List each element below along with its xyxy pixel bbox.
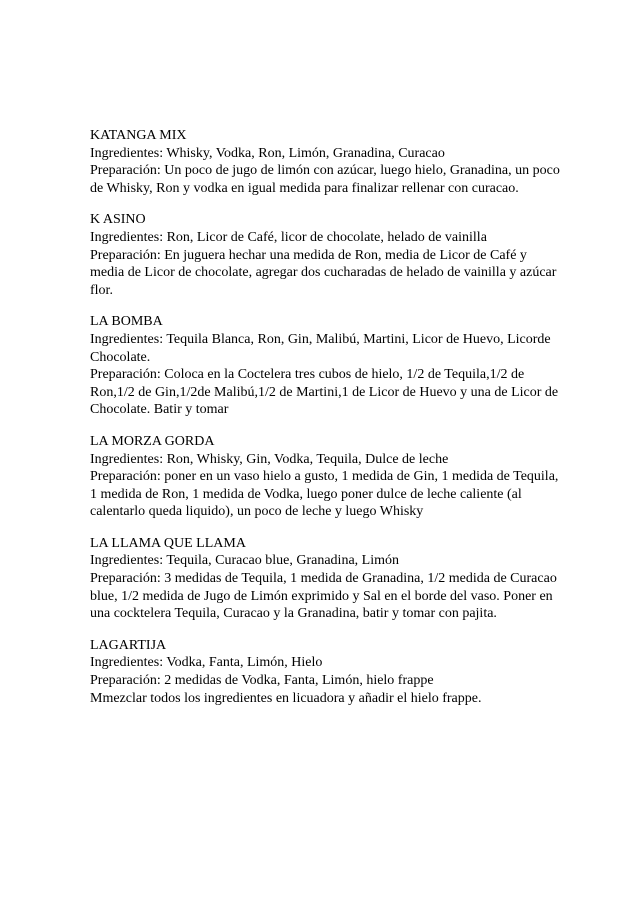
recipe-preparation: Preparación: Coloca en la Coctelera tres cubos de hielo, 1/2 de Tequila,1/2 de Ron,1/2 de Gin,1/2de Malibú,1/2 de Martini,1 de Licor de Huevo y una de Licor de Chocolate. Batir y tomar (90, 367, 559, 418)
recipe-title: KATANGA MIX (90, 128, 187, 143)
recipe-la-morza-gorda (90, 433, 560, 521)
recipe-ingredients: Ingredientes: Tequila, Curacao blue, Granadina, Limón (90, 553, 399, 569)
recipe-ingredients: Ingredientes: Vodka, Fanta, Limón, Hielo (90, 655, 323, 671)
recipe-lagartija (90, 637, 560, 707)
recipe-preparation: Preparación: poner en un vaso hielo a gusto, 1 medida de Gin, 1 medida de Tequila, 1 medida de Ron, 1 medida de Vodka, luego poner dulce de leche caliente (al calentarlo queda liquido), un poco de leche y luego Whisky (90, 469, 559, 520)
recipe-preparation: Preparación: 3 medidas de Tequila, 1 medida de Granadina, 1/2 medida de Curacao blue, 1/2 medida de Jugo de Limón exprimido y Sal en el borde del vaso. Poner en una cocktelera Tequila, Curacao y la Granadina, batir y tomar con pajita. (90, 571, 557, 622)
recipe-ingredients: Ingredientes: Whisky, Vodka, Ron, Limón, Granadina, Curacao (90, 145, 445, 161)
recipe-title: LA MORZA GORDA (90, 433, 215, 449)
recipe-ingredients: Ingredientes: Ron, Whisky, Gin, Vodka, Tequila, Dulce de leche (90, 451, 449, 467)
recipe-preparation: Preparación: En juguera hechar una medida de Ron, media de Licor de Café y media de Licor de chocolate, agregar dos cucharadas de helado de vainilla y azúcar flor. (90, 247, 557, 298)
recipe-la-bomba (90, 313, 560, 419)
recipe-k-asino (90, 211, 560, 299)
recipe-title: LA BOMBA (90, 314, 163, 330)
recipe-katanga-mix (90, 127, 560, 197)
recipe-title: LA LLAMA QUE LLAMA (90, 535, 246, 551)
recipe-ingredients: Ingredientes: Tequila Blanca, Ron, Gin, Malibú, Martini, Licor de Huevo, Licorde Chocolate. (90, 331, 551, 365)
recipe-title: K ASINO (90, 212, 146, 228)
recipe-la-llama-que-llama (90, 535, 560, 623)
recipe-title: LAGARTIJA (90, 637, 167, 653)
recipe-preparation: Preparación: 2 medidas de Vodka, Fanta, Limón, hielo frappe (90, 673, 434, 689)
recipe-preparation: Preparación: Un poco de jugo de limón con azúcar, luego hielo, Granadina, un poco de Whisky, Ron y vodka en igual medida para finalizar rellenar con curacao. (90, 163, 560, 196)
recipe-extra-instructions: Mmezclar todos los ingredientes en licuadora y añadir el hielo frappe. (90, 690, 482, 706)
recipe-list (90, 127, 560, 721)
recipe-ingredients: Ingredientes: Ron, Licor de Café, licor de chocolate, helado de vainilla (90, 229, 487, 245)
